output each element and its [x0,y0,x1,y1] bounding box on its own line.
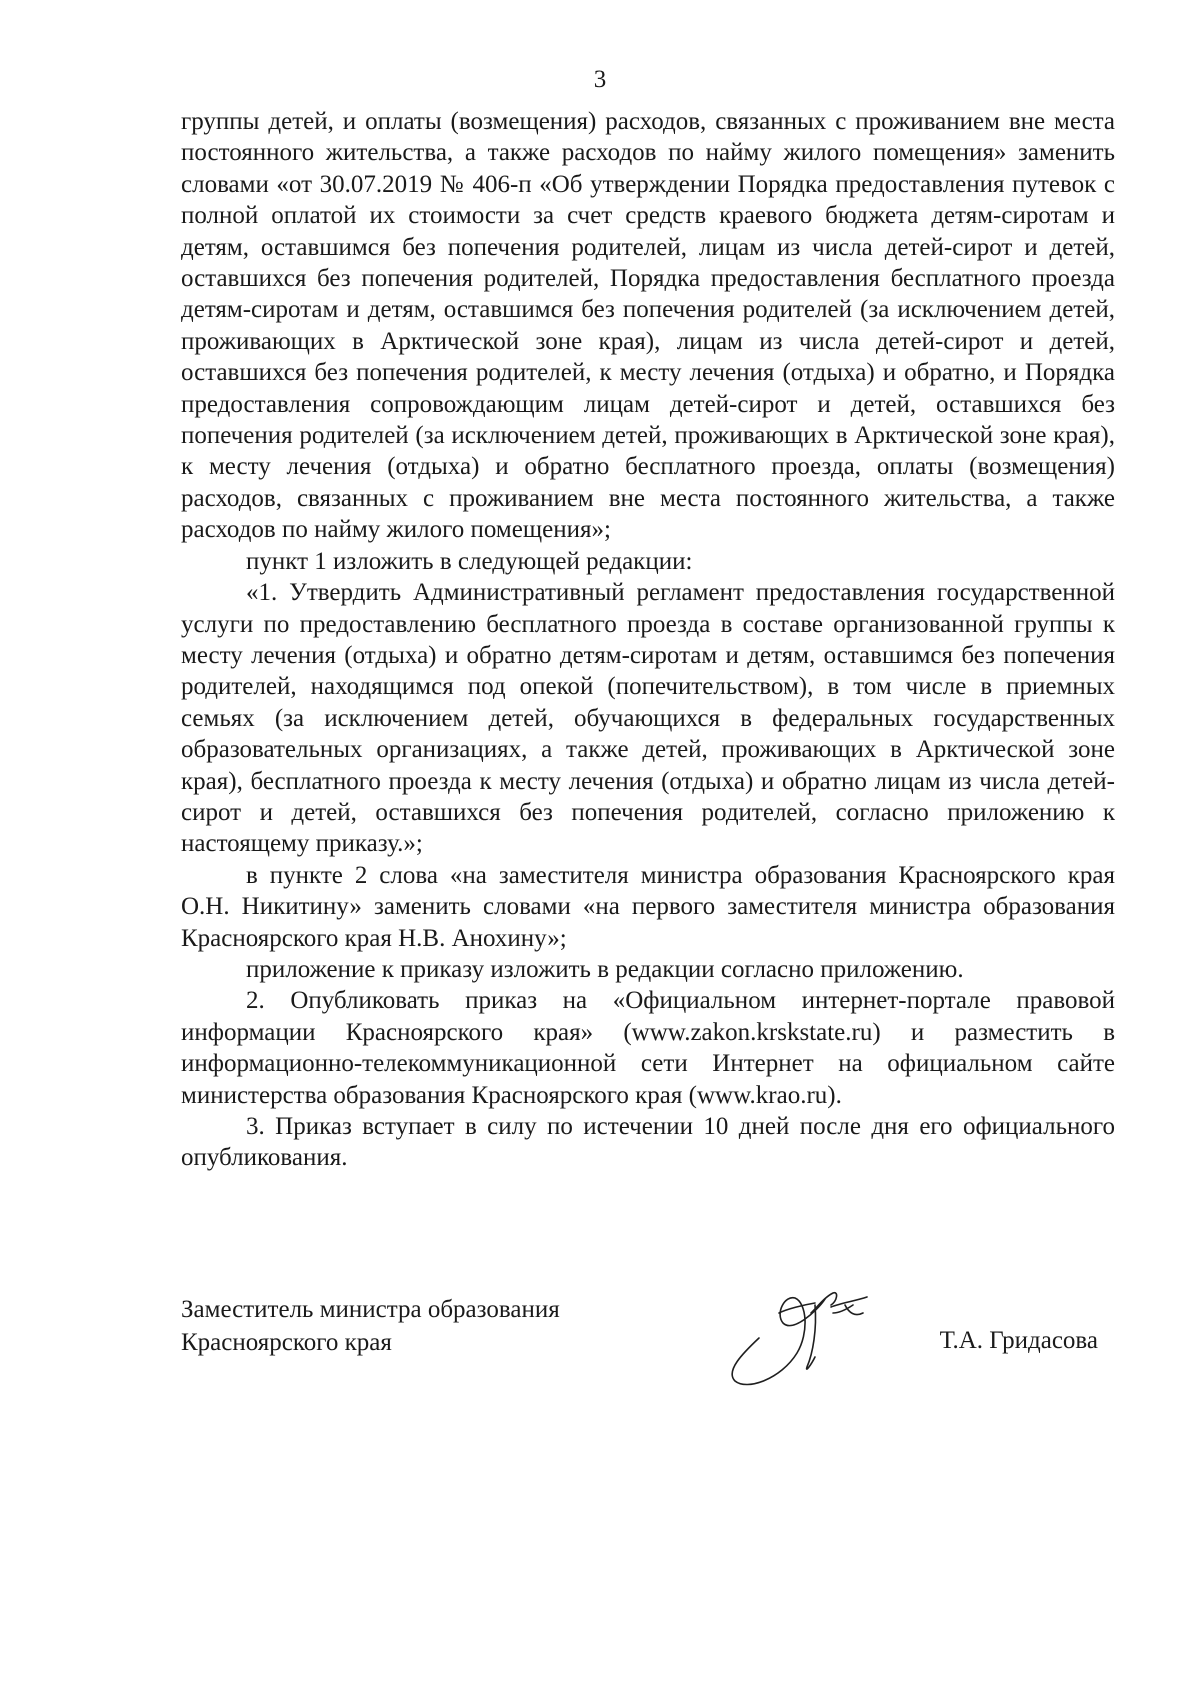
signatory-position-line1: Заместитель министра образования [181,1296,560,1323]
signatory-position [181,1293,560,1359]
paragraph-appendix-change: приложение к приказу изложить в редакции согласно приложению. [246,955,964,983]
paragraph-item-2-change: в пункте 2 слова «на заместителя министра образования Красноярского края О.Н. Никитину» заменить словами «на первого заместителя министра образования Красноярского края Н.В. Анохину»; [181,861,1115,952]
paragraph-continuation: группы детей, и оплаты (возмещения) расходов, связанных с проживанием вне места постоянного жительства, а также расходов по найму жилого помещения» заменить словами «от 30.07.2019 № 406-п «Об утверждении Порядка предоставления путевок с полной оплатой их стоимости за счет средств краевого бюджета детям-сиротам и детям, оставшимся без попечения родителей, лицам из числа детей-сирот и детей, оставшихся без попечения родителей, Порядка предоставления бесплатного проезда детям-сиротам и детям, оставшимся без попечения родителей (за исключением детей, проживающих в Арктической зоне края), лицам из числа детей-сирот и детей, оставшихся без попечения родителей, к месту лечения (отдыха) и обратно, и Порядка предоставления сопровождающим лицам детей-сирот и детей, оставшихся без попечения родителей (за исключением детей, проживающих в Арктической зоне края), к месту лечения (отдыха) и обратно бесплатного проезда, оплаты (возмещения) расходов, связанных с проживанием вне места постоянного жительства, а также расходов по найму жилого помещения»; [181,108,1115,544]
handwritten-signature [721,1283,891,1393]
paragraph-item-1-text: «1. Утвердить Административный регламент предоставления государственной услуги по предоставлению бесплатного проезда в составе организованной группы к месту лечения (отдыха) и обратно детям-сиротам и детям, оставшимся без попечения родителей, находящимся под опекой (попечительством), в том числе в приемных семьях (за исключением детей, обучающихся в федеральных государственных образовательных организациях, а также детей, проживающих в Арктической зоне края), бесплатного проезда к месту лечения (отдыха) и обратно лицам из числа детей-сирот и детей, оставшихся без попечения родителей, согласно приложению к настоящему приказу.»; [181,579,1115,858]
document-body [181,106,1115,1174]
paragraph-effective: 3. Приказ вступает в силу по истечении 10 дней после дня его официального опубликования. [181,1113,1115,1172]
paragraph-publish: 2. Опубликовать приказ на «Официальном интернет-портале правовой информации Красноярского края» (www.zakon.krskstate.ru) и разместить в информационно-телекоммуникационной сети Интернет на официальном сайте министерства образования Красноярского края (www.krao.ru). [181,987,1115,1109]
page-number: 3 [593,66,607,93]
signatory-position-line2: Красноярского края [181,1329,392,1356]
paragraph-item-1-intro: пункт 1 изложить в следующей редакции: [246,547,693,575]
signature-block [181,1293,1115,1413]
signatory-name: Т.А. Гридасова [939,1327,1098,1354]
